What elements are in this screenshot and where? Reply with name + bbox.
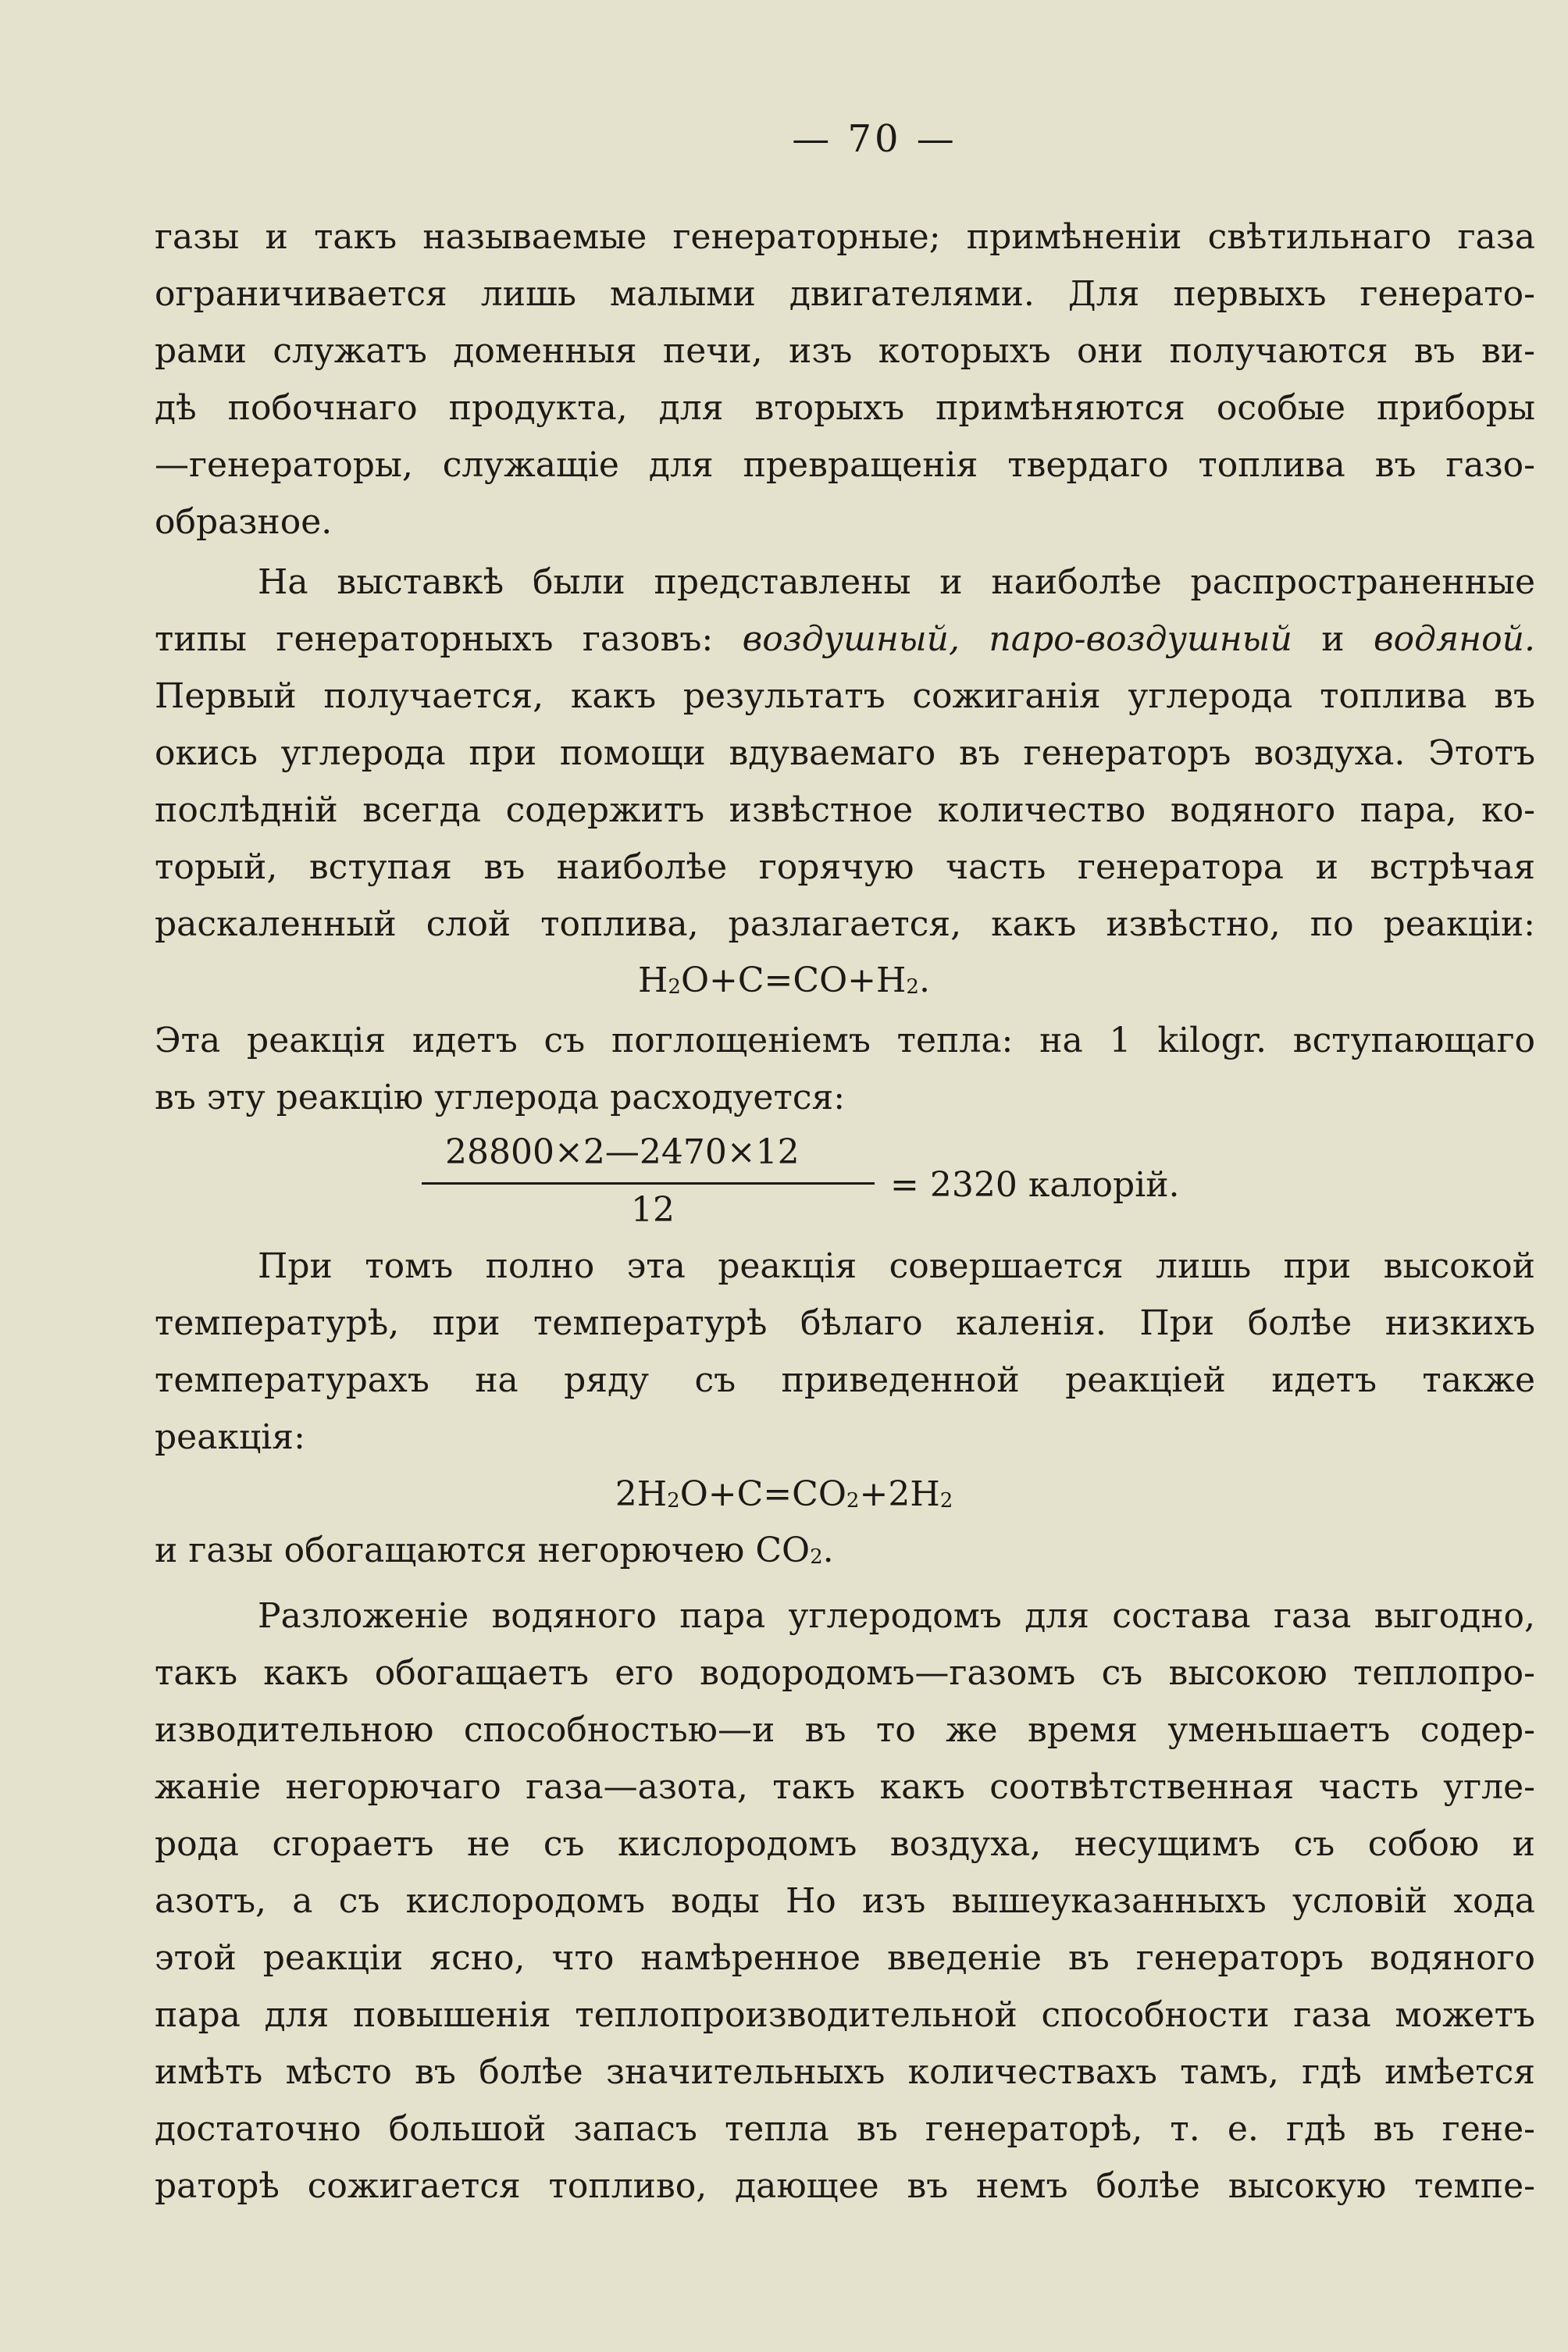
text-line: торый, вступая въ наиболѣе горячую часть генератора и встрѣчая: [155, 847, 1535, 887]
text-line: раторѣ сожигается топливо, дающее въ немъ болѣе высокую темпе-: [155, 2166, 1535, 2206]
text-line: достаточно большой запасъ тепла въ генераторѣ, т. е. гдѣ въ гене-: [155, 2109, 1535, 2149]
text-line: Первый получается, какъ результатъ сожиганія углерода топлива въ: [155, 676, 1535, 716]
italic-term: паро-воздушный: [989, 619, 1292, 659]
fraction-numerator: 28800×2—2470×12: [445, 1132, 800, 1172]
text-line: жаніе негорючаго газа—азота, такъ какъ соотвѣтственная часть угле-: [155, 1767, 1535, 1807]
text-line: Эта реакція идетъ съ поглощеніемъ тепла: на 1 kilogr. вступающаго: [155, 1021, 1535, 1060]
text-line: рами служатъ доменныя печи, изъ которыхъ они получаются въ ви-: [155, 331, 1535, 371]
text-line: ограничивается лишь малыми двигателями. Для первыхъ генерато-: [155, 274, 1535, 314]
text-line: рода сгораетъ не съ кислородомъ воздуха, несущимъ съ собою и: [155, 1824, 1535, 1864]
fraction-denominator: 12: [631, 1190, 675, 1230]
page-number: — 70 —: [792, 117, 957, 161]
text-line: изводительною способностью—и въ то же время уменьшаетъ содер-: [155, 1710, 1535, 1750]
text-line: такъ какъ обогащаетъ его водородомъ—газомъ съ высокою теплопро-: [155, 1653, 1535, 1693]
text-line: послѣдній всегда содержитъ извѣстное количество водяного пара, ко-: [155, 790, 1535, 830]
text-line: имѣть мѣсто въ болѣе значительныхъ количествахъ тамъ, гдѣ имѣется: [155, 2052, 1535, 2092]
text-line: пара для повышенія теплопроизводительной способности газа можетъ: [155, 1995, 1535, 2035]
text-line: температурѣ, при температурѣ бѣлаго каленія. При болѣе низкихъ: [155, 1303, 1535, 1343]
text-line: газы и такъ называемые генераторные; примѣненіи свѣтильнаго газа: [155, 217, 1535, 257]
text-line: этой реакціи ясно, что намѣренное введеніе въ генераторъ водяного: [155, 1938, 1535, 1978]
text-line: и газы обогащаются негорючею $CO_2$.: [155, 1531, 834, 1570]
text-line: окись углерода при помощи вдуваемаго въ генераторъ воздуха. Этотъ: [155, 733, 1535, 773]
text-span: и: [1321, 619, 1345, 659]
fraction-bar: [422, 1182, 875, 1185]
text-line: На выставкѣ были представлены и наиболѣе распространенные: [258, 562, 1535, 602]
text-line-with-italics: [155, 618, 1535, 661]
text-line: раскаленный слой топлива, разлагается, какъ извѣстно, по реакціи:: [155, 904, 1535, 944]
text-line: дѣ побочнаго продукта, для вторыхъ примѣняются особые приборы: [155, 388, 1535, 428]
text-line: азотъ, а съ кислородомъ воды Но изъ вышеуказанныхъ условій хода: [155, 1881, 1535, 1921]
text-line: реакція:: [155, 1417, 305, 1457]
italic-term: воздушный,: [742, 619, 960, 659]
text-line: Разложеніе водяного пара углеродомъ для состава газа выгодно,: [258, 1596, 1535, 1636]
text-line: въ эту реакцію углерода расходуется:: [155, 1078, 846, 1117]
italic-term: водяной.: [1374, 619, 1535, 659]
fraction-result: = 2320 калорій.: [890, 1165, 1180, 1205]
text-span: типы генераторныхъ газовъ:: [155, 619, 714, 659]
text-line: —генераторы, служащіе для превращенія твердаго топлива въ газо-: [155, 445, 1535, 485]
text-line: образное.: [155, 502, 333, 542]
chemical-equation: $2H_2O+C=CO_2+2H_2$: [615, 1474, 953, 1514]
text-line: При томъ полно эта реакція совершается лишь при высокой: [258, 1246, 1535, 1286]
text-line: температурахъ на ряду съ приведенной реакціей идетъ также: [155, 1360, 1535, 1400]
chemical-equation: $H_2O+C=CO+H_2$.: [638, 960, 930, 1000]
